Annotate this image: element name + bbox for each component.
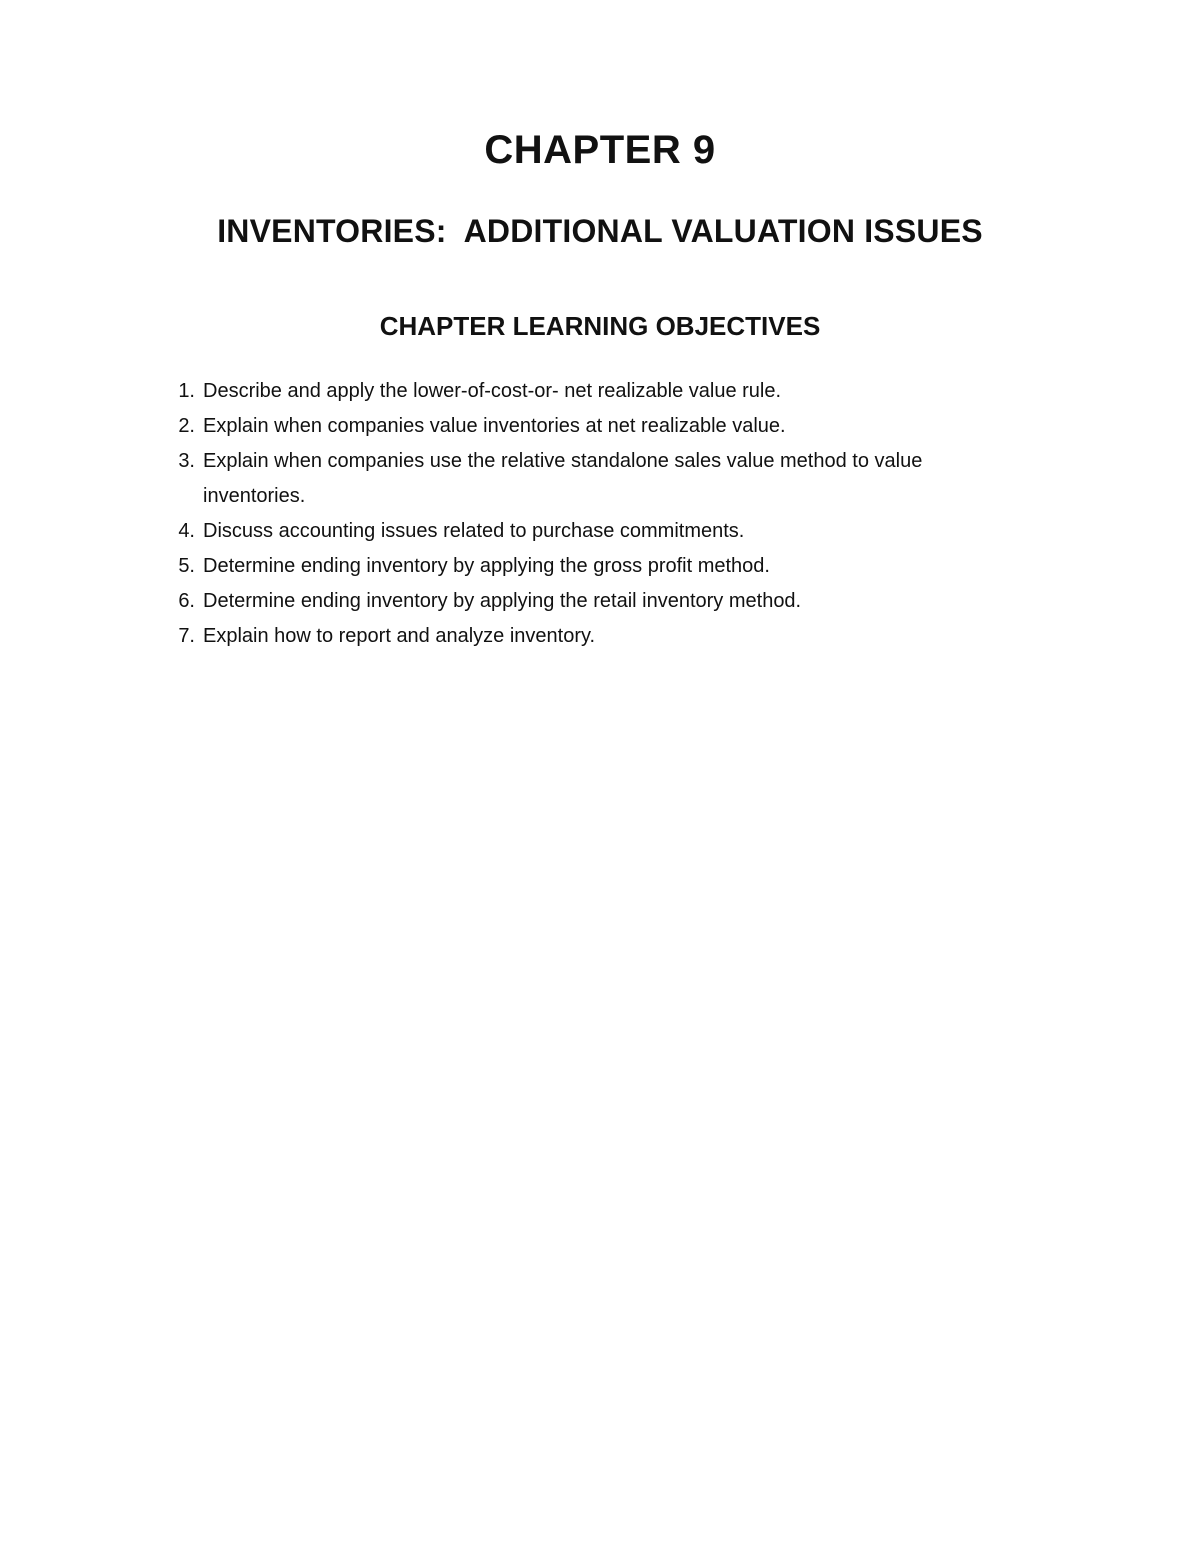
list-item-text: Determine ending inventory by applying the gross profit method. [203, 555, 770, 577]
list-item [160, 374, 1020, 409]
list-item [160, 549, 1020, 584]
list-item [160, 444, 1020, 514]
objectives-heading: CHAPTER LEARNING OBJECTIVES [379, 311, 821, 341]
list-item [160, 584, 1020, 619]
objectives-list [160, 374, 1020, 654]
chapter-subtitle: INVENTORIES: ADDITIONAL VALUATION ISSUES [217, 213, 983, 249]
list-item-number: 7. [178, 625, 195, 647]
list-item-number: 3. [178, 450, 195, 472]
list-item-number: 5. [178, 555, 195, 577]
list-item [160, 514, 1020, 549]
list-item-text: Explain when companies value inventories at net realizable value. [203, 415, 786, 437]
list-item-text: Explain when companies use the relative standalone sales value method to value inventories. [203, 450, 923, 507]
list-item [160, 619, 1020, 654]
list-item-text: Determine ending inventory by applying the retail inventory method. [203, 590, 802, 612]
list-item-text: Describe and apply the lower-of-cost-or- net realizable value rule. [203, 380, 782, 402]
list-item-number: 4. [178, 520, 195, 542]
list-item-text: Explain how to report and analyze inventory. [203, 625, 596, 647]
list-item [160, 409, 1020, 444]
list-item-number: 6. [178, 590, 195, 612]
list-item-text: Discuss accounting issues related to purchase commitments. [203, 520, 745, 542]
chapter-title: CHAPTER 9 [484, 128, 716, 172]
list-item-number: 2. [178, 415, 195, 437]
list-item-number: 1. [178, 380, 195, 402]
